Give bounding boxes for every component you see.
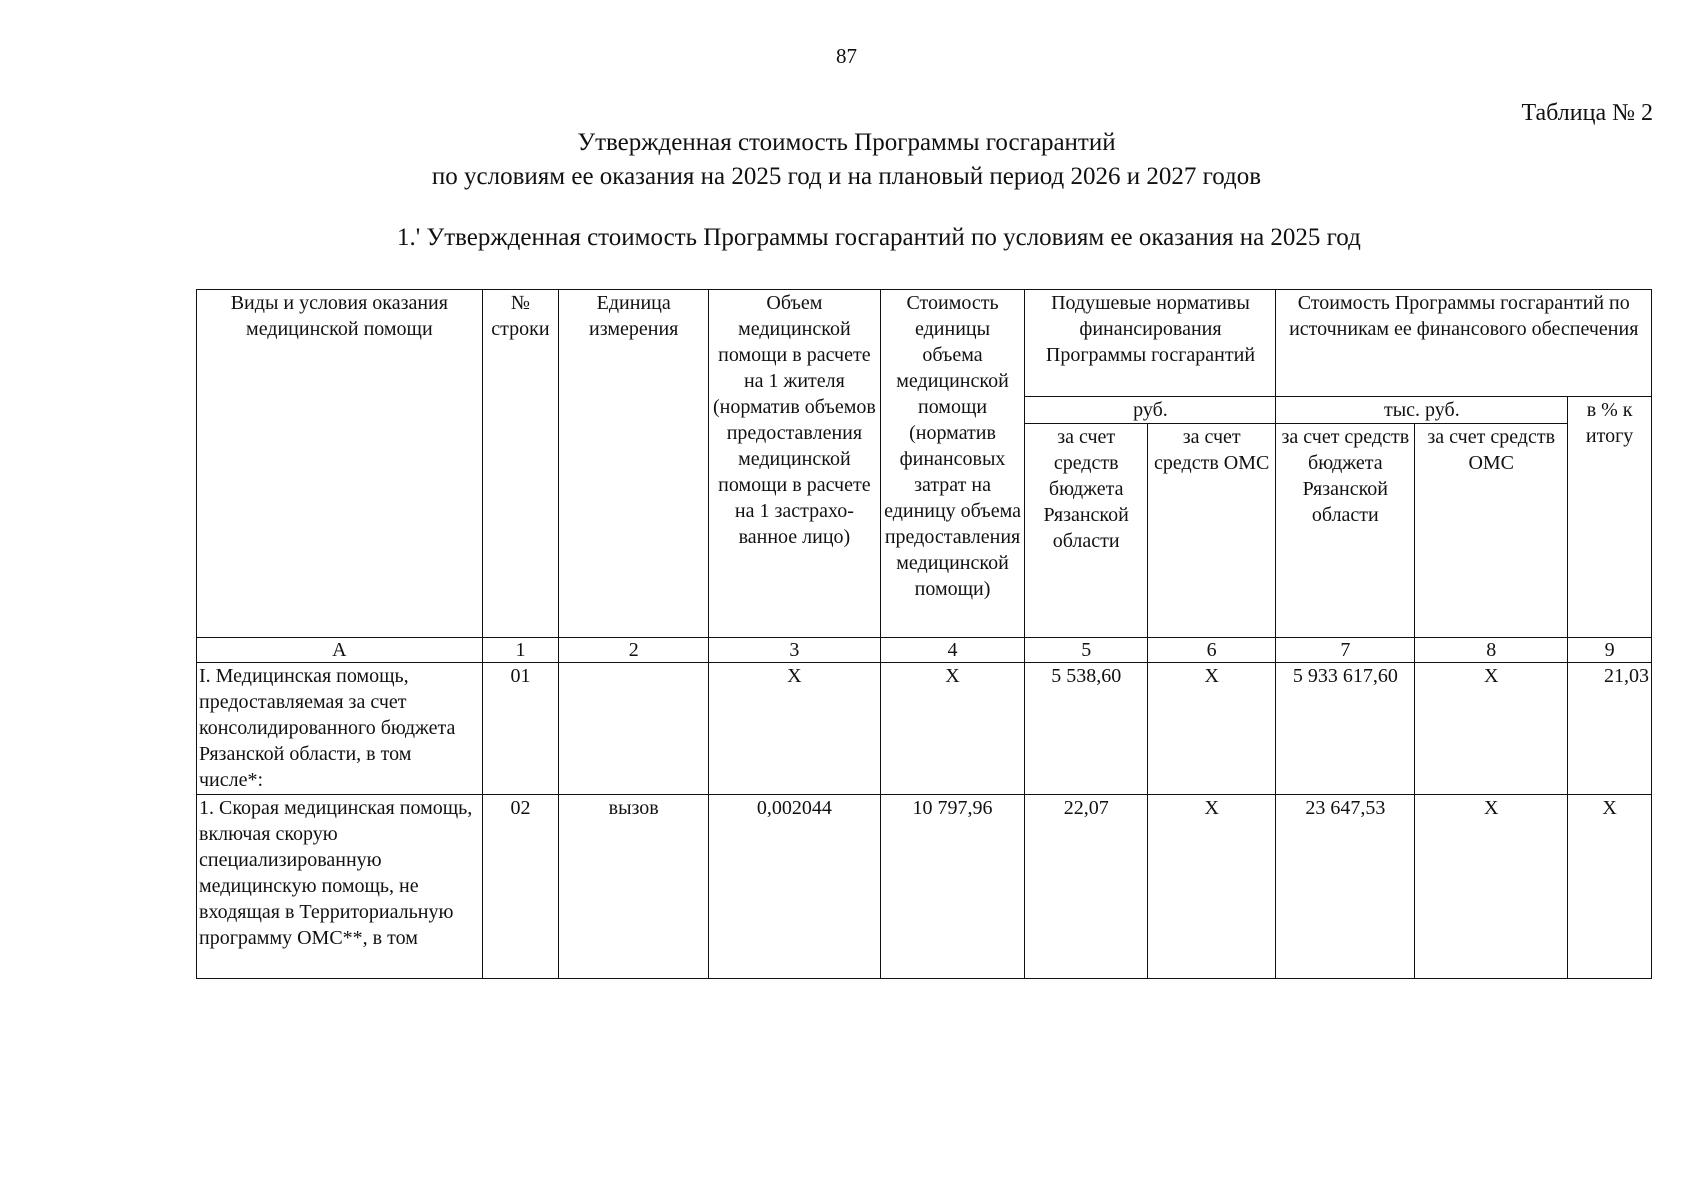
header-row-no: № строки — [482, 290, 559, 638]
row-per-capita-oms: Х — [1147, 663, 1276, 795]
column-index: 4 — [880, 638, 1025, 663]
column-index: 5 — [1025, 638, 1147, 663]
header-budget-thous: за счет средств бюджета Рязанской области — [1276, 424, 1415, 638]
title-line-1: Утвержденная стоимость Программы госгарантий — [577, 129, 1116, 156]
table-label: Таблица № 2 — [1521, 100, 1653, 126]
row-cost-oms: Х — [1415, 795, 1568, 979]
header-kinds: Виды и условия оказания медицинской помощи — [197, 290, 483, 638]
document-title — [0, 126, 1693, 194]
header-unit: Единица измерения — [559, 290, 709, 638]
header-per-capita: Подушевые нормативы финансирования Программы госгарантий — [1025, 290, 1276, 397]
header-rub: руб. — [1025, 397, 1276, 424]
row-per-capita-budget: 22,07 — [1025, 795, 1147, 979]
row-percent: Х — [1568, 795, 1652, 979]
row-unit: вызов — [559, 795, 709, 979]
header-volume: Объем медицинской помощи в расчете на 1 жителя (норматив объемов предоставления медицинской помощи в расчете на 1 застрахо-ванное лицо) — [709, 290, 880, 638]
table-row — [197, 663, 1652, 795]
header-oms-thous: за счет средств ОМС — [1415, 424, 1568, 638]
header-percent: в % к итогу — [1568, 397, 1652, 638]
row-volume: 0,002044 — [709, 795, 880, 979]
column-index: 9 — [1568, 638, 1652, 663]
row-volume: Х — [709, 663, 880, 795]
header-thous-rub: тыс. руб. — [1276, 397, 1568, 424]
table-row — [197, 795, 1652, 979]
column-index: 2 — [559, 638, 709, 663]
column-index: 6 — [1147, 638, 1276, 663]
row-cost-oms: Х — [1415, 663, 1568, 795]
row-unit-cost: 10 797,96 — [880, 795, 1025, 979]
row-name: I. Медицинская помощь, предоставляемая за счет консолидированного бюджета Рязанской области, в том числе*: — [197, 663, 483, 795]
column-index: 8 — [1415, 638, 1568, 663]
row-line-number: 02 — [482, 795, 559, 979]
row-per-capita-oms: Х — [1147, 795, 1276, 979]
row-unit — [559, 663, 709, 795]
row-cost-budget: 5 933 617,60 — [1276, 663, 1415, 795]
row-per-capita-budget: 5 538,60 — [1025, 663, 1147, 795]
column-index: 3 — [709, 638, 880, 663]
row-line-number: 01 — [482, 663, 559, 795]
column-index-row — [197, 638, 1652, 663]
column-index: 1 — [482, 638, 559, 663]
header-unit-cost: Стоимость единицы объема медицинской помощи (норматив финансовых затрат на единицу объема предоставления медицинской помощи) — [880, 290, 1025, 638]
header-budget-rub: за счет средств бюджета Рязанской области — [1025, 424, 1147, 638]
row-unit-cost: Х — [880, 663, 1025, 795]
row-percent: 21,03 — [1568, 663, 1652, 795]
cost-table — [196, 289, 1652, 979]
header-oms-rub: за счет средств ОМС — [1147, 424, 1276, 638]
row-name: 1. Скорая медицинская помощь, включая скорую специализированную медицинскую помощь, не входящая в Территориальную программу ОМС**, в том — [197, 795, 483, 979]
row-cost-budget: 23 647,53 — [1276, 795, 1415, 979]
column-index: 7 — [1276, 638, 1415, 663]
column-index: А — [197, 638, 483, 663]
header-program-cost: Стоимость Программы госгарантий по источникам ее финансового обеспечения — [1276, 290, 1652, 397]
section-title: 1.' Утвержденная стоимость Программы госгарантий по условиям ее оказания на 2025 год — [397, 224, 1361, 251]
page-number: 87 — [836, 44, 857, 68]
title-line-2: по условиям ее оказания на 2025 год и на плановый период 2026 и 2027 годов — [431, 163, 1262, 190]
